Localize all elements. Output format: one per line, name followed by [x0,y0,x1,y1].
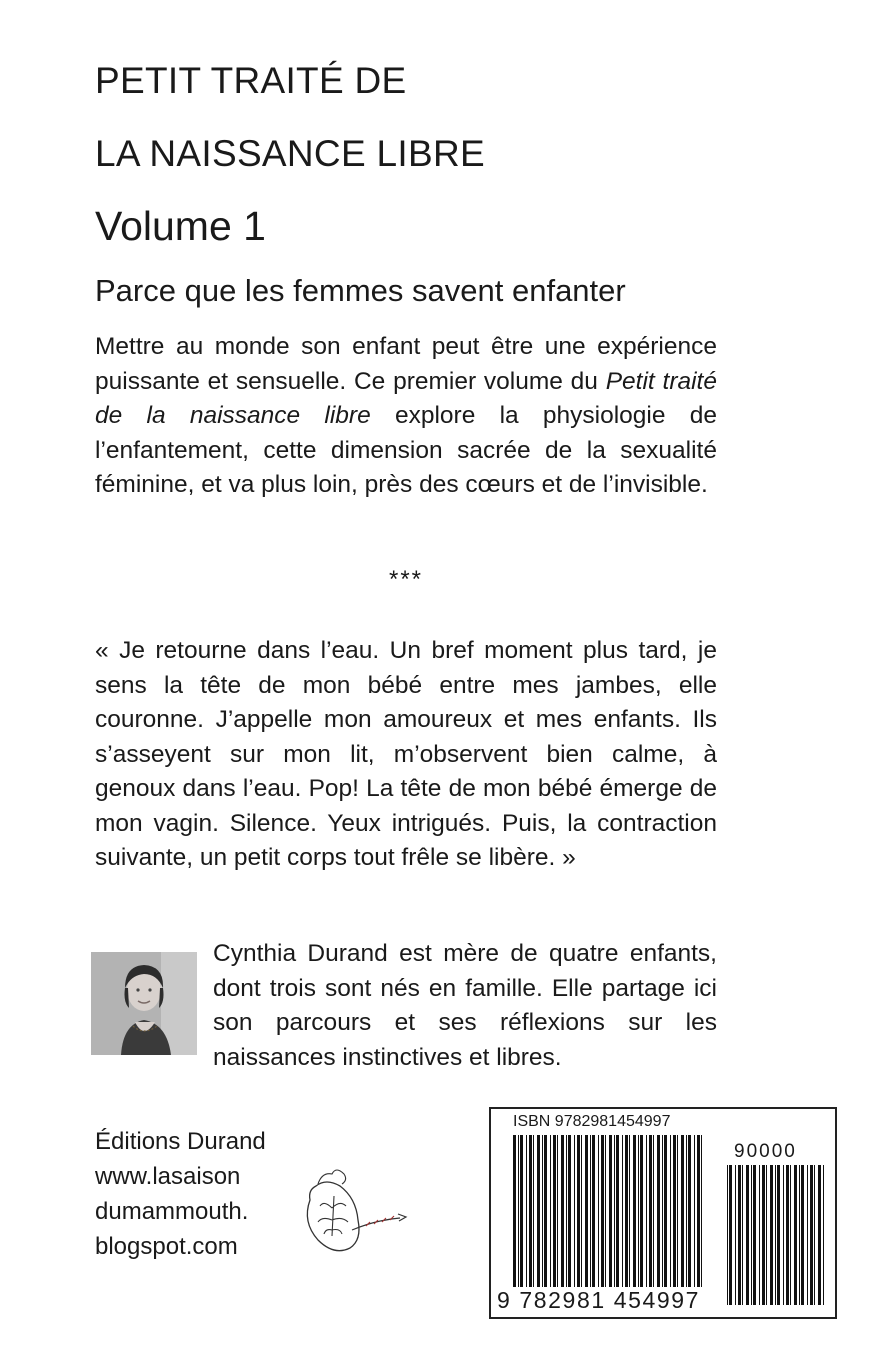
barcode-area [489,1107,837,1319]
publisher-name: Éditions Durand [95,1128,266,1155]
publisher-block [95,1124,266,1264]
author-portrait-image [91,952,197,1055]
price-addon-number: 90000 [734,1141,797,1162]
excerpt-quote: « Je retourne dans l’eau. Un bref moment plus tard, je sens la tête de mon bébé entre mes jambes, elle couronne. J’appelle mon amoureux et mes enfants. Ils s’asseyent sur mon lit, m’observent bien calme, à genoux dans l’eau. Pop! La tête de mon bébé émerge de mon vagin. Silence. Yeux intrigués. Puis, la contraction suivante, un petit corps tout frêle se libère. » [95,637,717,871]
volume-label: Volume 1 [95,203,266,249]
description-paragraph [95,330,717,503]
isbn-label: ISBN 9782981454997 [513,1113,671,1130]
title-line-2: LA NAISSANCE LIBRE [95,133,485,174]
subtitle: Parce que les femmes savent enfanter [95,273,626,308]
website-line-2[interactable]: dumammouth. [95,1198,249,1225]
title-line-1: PETIT TRAITÉ DE [95,60,407,101]
section-separator: *** [388,566,424,593]
website-line-3[interactable]: blogspot.com [95,1233,238,1260]
website-line-1[interactable]: www.lasaison [95,1163,241,1190]
book-title-italic: Petit traité de la naissance libre [95,367,717,429]
ean-digits: 9 782981 454997 [497,1287,701,1313]
description-part-1: Mettre au monde son enfant peut être une expérience puissante et sensuelle. Ce premier volume du [95,333,717,395]
publisher-logo-icon [296,1160,422,1260]
author-bio: Cynthia Durand est mère de quatre enfants, dont trois sont nés en famille. Elle partage ici son parcours et ses réflexions sur les naissances instinctives et libres. [213,940,717,1071]
barcode-bars [491,1109,835,1317]
description-part-2: explore la physiologie de l’enfantement, cette dimension sacrée de la sexualité féminine, et va plus loin, près des cœurs et de l’invisible. [95,402,717,498]
author-photo [91,952,197,1055]
